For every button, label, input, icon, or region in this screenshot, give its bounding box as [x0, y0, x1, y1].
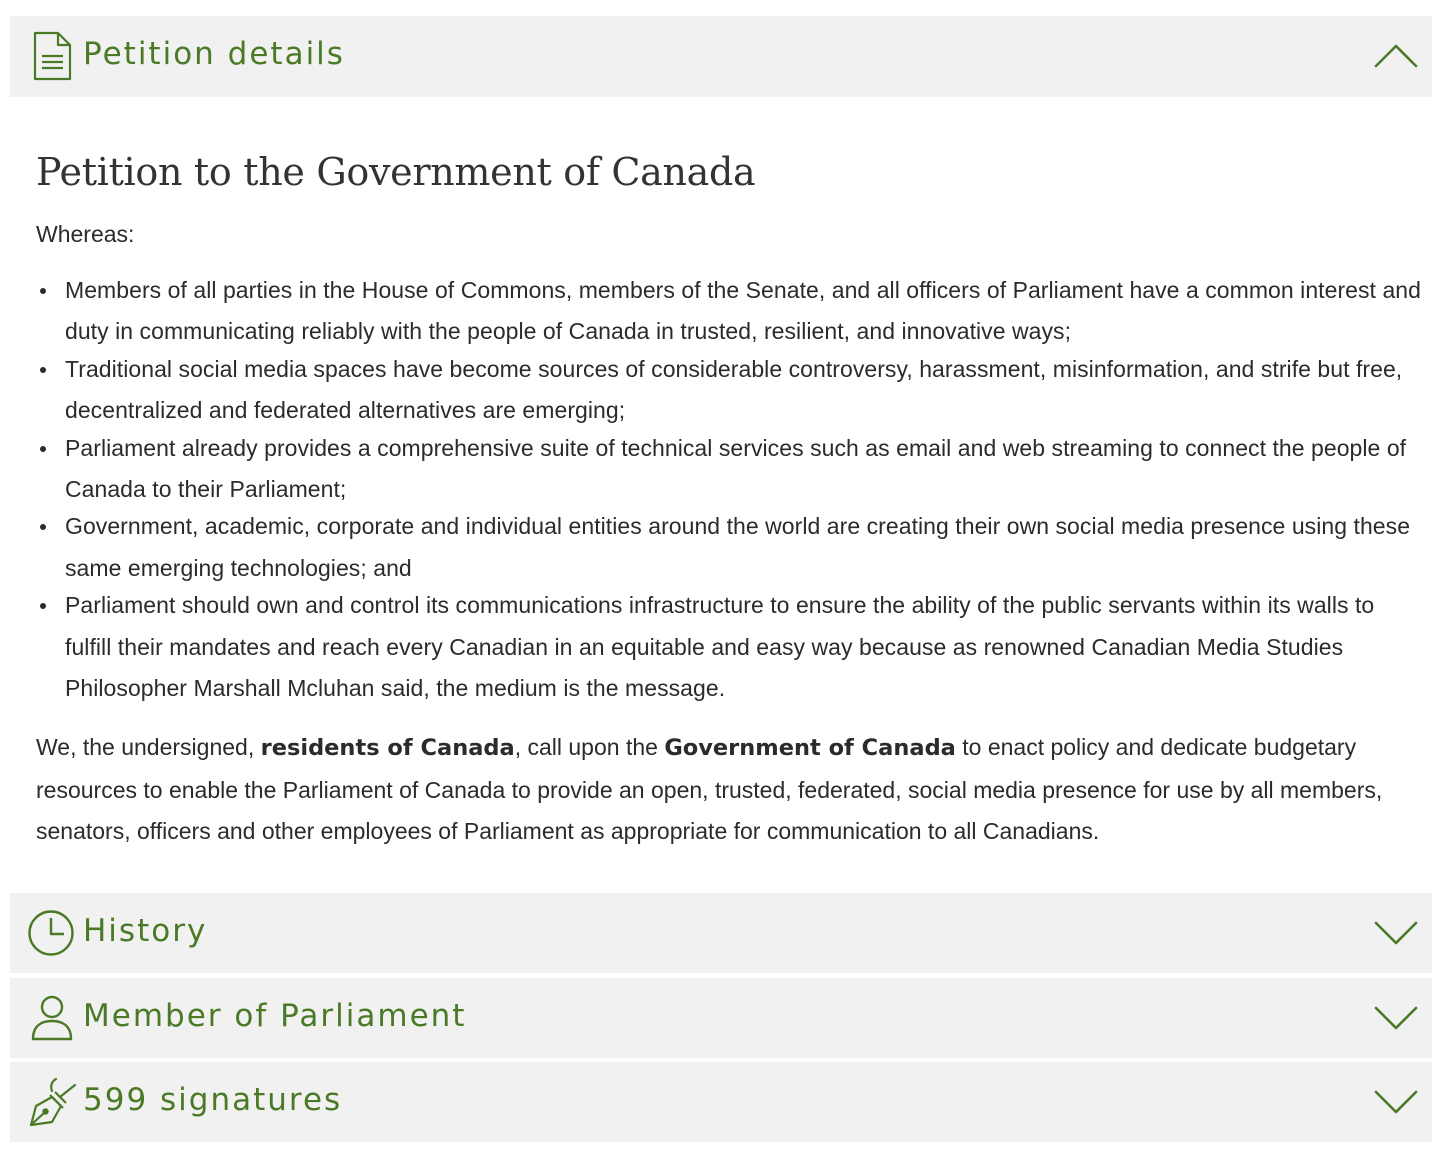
chevron-down-icon[interactable] [1374, 913, 1418, 953]
petition-title: Petition to the Government of Canada [36, 150, 756, 194]
history-header[interactable] [10, 893, 1432, 973]
addressee: Government of Canada [664, 735, 956, 762]
whereas-intro: Whereas: [36, 221, 135, 247]
petitioners: residents of Canada [260, 735, 515, 762]
pen-nib-icon [28, 1076, 78, 1128]
petition-details-header[interactable] [10, 16, 1432, 97]
clock-icon [28, 907, 78, 959]
signatures-header[interactable] [10, 1062, 1432, 1142]
chevron-down-icon[interactable] [1374, 1082, 1418, 1122]
whereas-item: Government, academic, corporate and individual entities around the world are creating their own social media presence using these same emerging technologies; and [65, 506, 1421, 589]
chevron-up-icon[interactable] [1374, 36, 1418, 76]
whereas-item: Members of all parties in the House of Commons, members of the Senate, and all officers of Parliament have a common interest and duty in communicating reliably with the people of Canada in trusted, resilient, and innovative ways; [65, 270, 1421, 353]
chevron-down-icon[interactable] [1374, 998, 1418, 1038]
whereas-item: Parliament already provides a comprehensive suite of technical services such as email and web streaming to connect the people of Canada to their Parliament; [65, 428, 1421, 511]
resolution-text: We, the undersigned, [36, 734, 261, 761]
section-label: Member of Parliament [83, 998, 467, 1034]
whereas-item: Parliament should own and control its communications infrastructure to ensure the ability of the public servants within its walls to fulfill their mandates and reach every Canadian in an equitable and easy way because as renowned Canadian Media Studies Philosopher Marshall Mcluhan said, the medium is the message. [65, 585, 1421, 709]
person-icon [28, 992, 78, 1044]
section-label: 599 signatures [83, 1082, 343, 1118]
resolution-text: , call upon the [514, 734, 665, 761]
member-of-parliament-header[interactable] [10, 978, 1432, 1058]
resolution-text: to enact policy and dedicate budgetary resources to enable the Parliament of Canada to provide an open, trusted, federated, social media presence for use by all members, senators, officers and other employees of Parliament as appropriate for communication to all Canadians. [36, 734, 1383, 845]
document-icon [28, 30, 78, 82]
section-label: Petition details [83, 36, 345, 72]
petition-resolution [36, 727, 1421, 852]
whereas-item: Traditional social media spaces have become sources of considerable controversy, harassment, misinformation, and strife but free, decentralized and federated alternatives are emerging; [65, 349, 1421, 432]
whereas-list [36, 270, 1421, 709]
section-label: History [83, 913, 208, 949]
petition-details-content [36, 140, 1421, 853]
